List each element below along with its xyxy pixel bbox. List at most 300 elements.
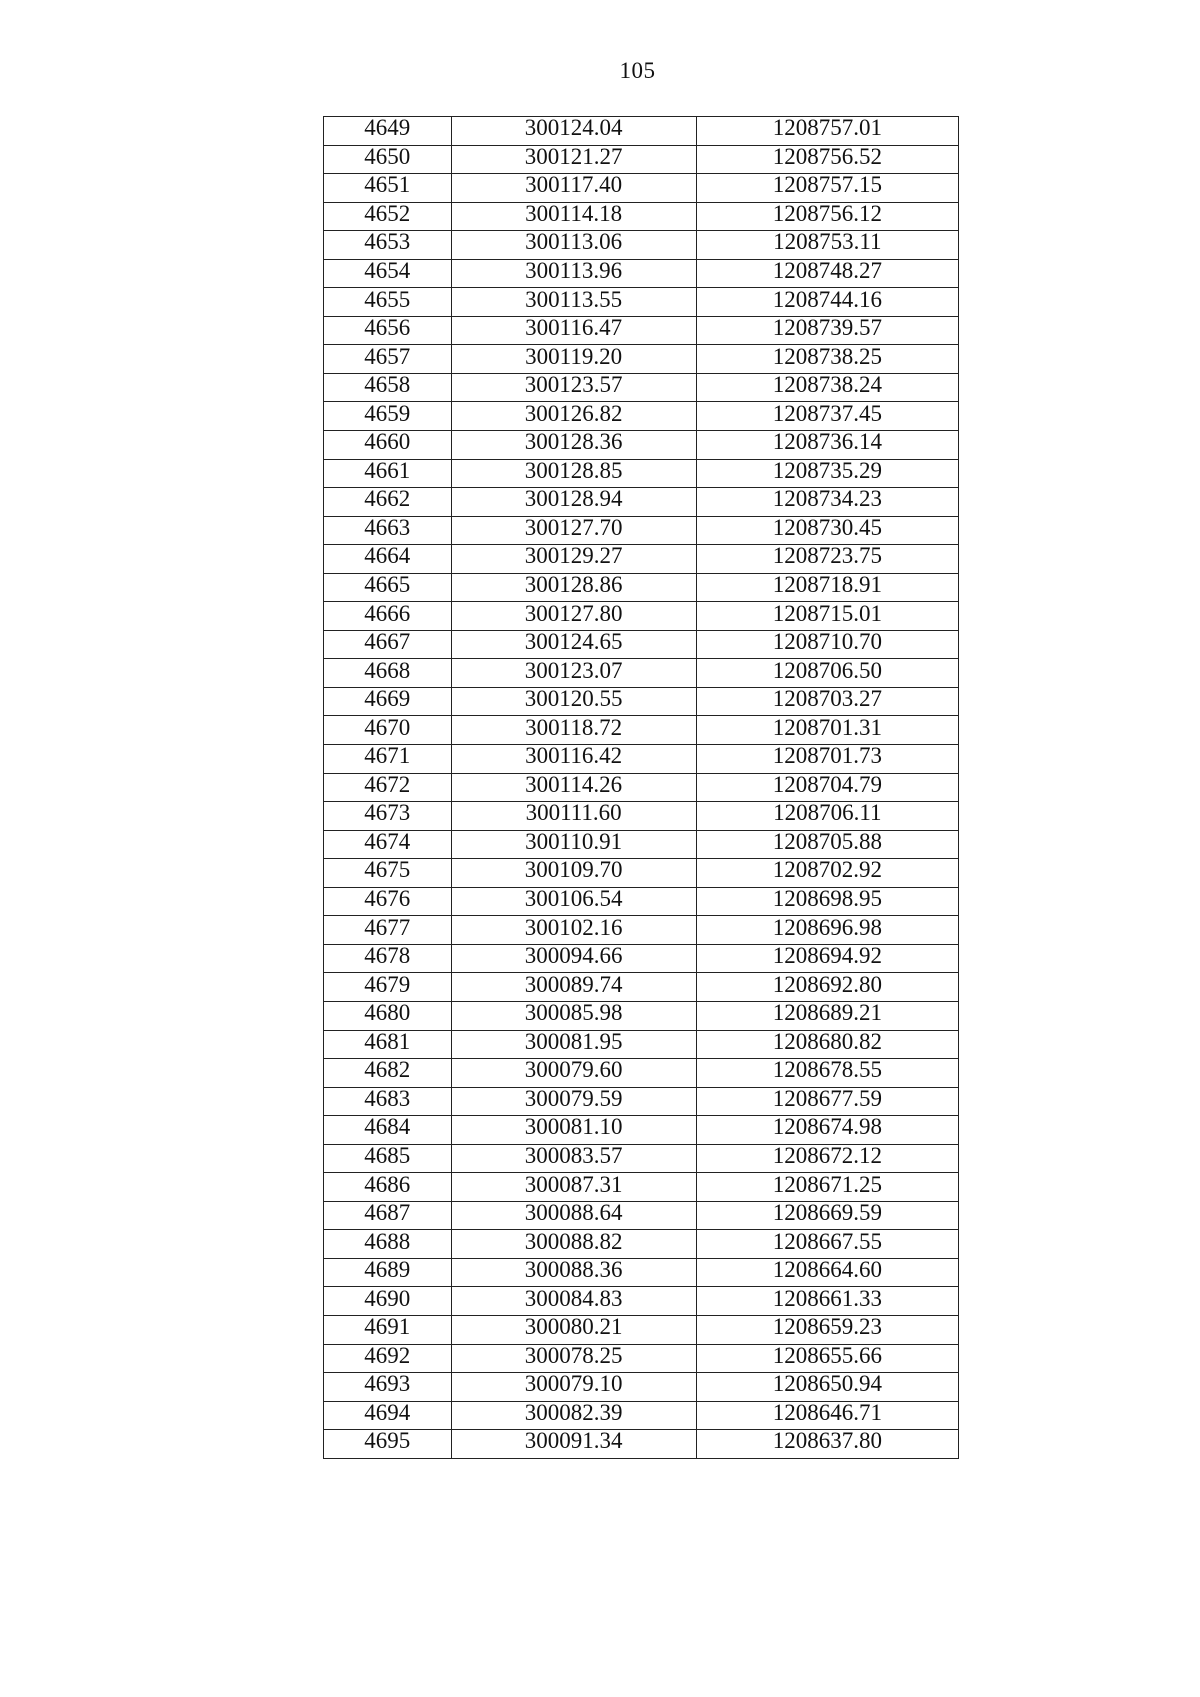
table-row xyxy=(324,202,959,231)
cell-text: 300088.36 xyxy=(524,1257,623,1283)
y-coordinate-cell xyxy=(696,1116,958,1145)
table-row xyxy=(324,488,959,517)
y-coordinate-cell xyxy=(696,1001,958,1030)
cell-text: 300128.86 xyxy=(524,572,623,598)
point-number-cell xyxy=(324,1116,452,1145)
x-coordinate-cell xyxy=(451,259,696,288)
cell-text: 300091.34 xyxy=(524,1428,623,1454)
cell-text: 4667 xyxy=(364,629,411,655)
x-coordinate-cell xyxy=(451,887,696,916)
y-coordinate-cell xyxy=(696,1401,958,1430)
x-coordinate-cell xyxy=(451,687,696,716)
y-coordinate-cell xyxy=(696,802,958,831)
point-number-cell xyxy=(324,145,452,174)
table-row xyxy=(324,859,959,888)
point-number-cell xyxy=(324,1059,452,1088)
x-coordinate-cell xyxy=(451,1087,696,1116)
cell-text: 300110.91 xyxy=(525,828,623,854)
y-coordinate-cell xyxy=(696,402,958,431)
x-coordinate-cell xyxy=(451,573,696,602)
cell-text: 4677 xyxy=(364,914,411,940)
x-coordinate-cell xyxy=(451,488,696,517)
cell-text: 1208669.59 xyxy=(772,1200,882,1226)
cell-text: 4676 xyxy=(364,886,411,912)
cell-text: 300081.95 xyxy=(524,1028,623,1054)
cell-text: 4668 xyxy=(364,657,411,683)
y-coordinate-cell xyxy=(696,630,958,659)
table-row xyxy=(324,516,959,545)
x-coordinate-cell xyxy=(451,202,696,231)
table-row xyxy=(324,1201,959,1230)
x-coordinate-cell xyxy=(451,1373,696,1402)
cell-text: 300116.47 xyxy=(525,315,623,341)
x-coordinate-cell xyxy=(451,1059,696,1088)
cell-text: 4695 xyxy=(364,1428,411,1454)
x-coordinate-cell xyxy=(451,602,696,631)
cell-text: 1208661.33 xyxy=(772,1285,882,1311)
cell-text: 1208715.01 xyxy=(772,600,882,626)
cell-text: 1208705.88 xyxy=(772,828,882,854)
point-number-cell xyxy=(324,1201,452,1230)
cell-text: 4649 xyxy=(364,115,411,141)
cell-text: 300117.40 xyxy=(525,172,623,198)
y-coordinate-cell xyxy=(696,745,958,774)
cell-text: 1208710.70 xyxy=(772,629,882,655)
x-coordinate-cell xyxy=(451,288,696,317)
cell-text: 1208744.16 xyxy=(772,286,882,312)
table-row xyxy=(324,973,959,1002)
x-coordinate-cell xyxy=(451,117,696,146)
y-coordinate-cell xyxy=(696,545,958,574)
table-row xyxy=(324,545,959,574)
x-coordinate-cell xyxy=(451,402,696,431)
cell-text: 1208671.25 xyxy=(772,1171,882,1197)
table-row xyxy=(324,830,959,859)
y-coordinate-cell xyxy=(696,516,958,545)
cell-text: 4651 xyxy=(364,172,411,198)
table-row xyxy=(324,345,959,374)
x-coordinate-cell xyxy=(451,1001,696,1030)
cell-text: 1208702.92 xyxy=(772,857,882,883)
point-number-cell xyxy=(324,1401,452,1430)
cell-text: 4687 xyxy=(364,1200,411,1226)
table-row xyxy=(324,459,959,488)
point-number-cell xyxy=(324,1173,452,1202)
point-number-cell xyxy=(324,1030,452,1059)
cell-text: 4678 xyxy=(364,943,411,969)
y-coordinate-cell xyxy=(696,488,958,517)
point-number-cell xyxy=(324,687,452,716)
y-coordinate-cell xyxy=(696,259,958,288)
cell-text: 1208706.11 xyxy=(773,800,882,826)
x-coordinate-cell xyxy=(451,459,696,488)
x-coordinate-cell xyxy=(451,1230,696,1259)
cell-text: 4662 xyxy=(364,486,411,512)
table-row xyxy=(324,1030,959,1059)
point-number-cell xyxy=(324,973,452,1002)
table-row xyxy=(324,117,959,146)
point-number-cell xyxy=(324,716,452,745)
cell-text: 4658 xyxy=(364,372,411,398)
cell-text: 1208701.73 xyxy=(772,743,882,769)
cell-text: 4653 xyxy=(364,229,411,255)
cell-text: 300102.16 xyxy=(524,914,623,940)
table-row xyxy=(324,1116,959,1145)
cell-text: 1208655.66 xyxy=(772,1342,882,1368)
table-row xyxy=(324,1059,959,1088)
cell-text: 4683 xyxy=(364,1085,411,1111)
cell-text: 300088.64 xyxy=(524,1200,623,1226)
cell-text: 300129.27 xyxy=(524,543,623,569)
y-coordinate-cell xyxy=(696,659,958,688)
point-number-cell xyxy=(324,316,452,345)
cell-text: 4690 xyxy=(364,1285,411,1311)
table-row xyxy=(324,745,959,774)
cell-text: 300113.96 xyxy=(525,258,623,283)
y-coordinate-cell xyxy=(696,944,958,973)
coordinates-table xyxy=(323,116,959,1459)
cell-text: 300088.82 xyxy=(524,1228,623,1254)
y-coordinate-cell xyxy=(696,1201,958,1230)
cell-text: 300082.39 xyxy=(524,1399,623,1425)
point-number-cell xyxy=(324,944,452,973)
cell-text: 4673 xyxy=(364,800,411,826)
cell-text: 300114.26 xyxy=(525,771,623,797)
cell-text: 1208672.12 xyxy=(772,1142,882,1168)
cell-text: 300113.55 xyxy=(525,286,623,312)
table-row xyxy=(324,288,959,317)
y-coordinate-cell xyxy=(696,1315,958,1344)
cell-text: 300089.74 xyxy=(524,971,623,997)
cell-text: 4684 xyxy=(364,1114,411,1140)
cell-text: 300123.07 xyxy=(524,657,623,683)
cell-text: 4666 xyxy=(364,600,411,626)
cell-text: 1208637.80 xyxy=(772,1428,882,1454)
table-row xyxy=(324,231,959,260)
y-coordinate-cell xyxy=(696,916,958,945)
cell-text: 300106.54 xyxy=(524,886,623,912)
y-coordinate-cell xyxy=(696,830,958,859)
x-coordinate-cell xyxy=(451,830,696,859)
cell-text: 1208659.23 xyxy=(772,1314,882,1340)
point-number-cell xyxy=(324,431,452,460)
point-number-cell xyxy=(324,916,452,945)
x-coordinate-cell xyxy=(451,973,696,1002)
cell-text: 300127.70 xyxy=(524,514,623,540)
cell-text: 300118.72 xyxy=(525,714,623,740)
table-row xyxy=(324,1258,959,1287)
y-coordinate-cell xyxy=(696,345,958,374)
table-row xyxy=(324,402,959,431)
cell-text: 4692 xyxy=(364,1342,411,1368)
cell-text: 300128.94 xyxy=(524,486,623,512)
y-coordinate-cell xyxy=(696,1087,958,1116)
y-coordinate-cell xyxy=(696,459,958,488)
cell-text: 1208737.45 xyxy=(772,400,882,426)
y-coordinate-cell xyxy=(696,1230,958,1259)
cell-text: 1208698.95 xyxy=(772,886,882,912)
point-number-cell xyxy=(324,1258,452,1287)
y-coordinate-cell xyxy=(696,773,958,802)
cell-text: 1208756.12 xyxy=(772,200,882,226)
point-number-cell xyxy=(324,773,452,802)
x-coordinate-cell xyxy=(451,859,696,888)
cell-text: 1208757.01 xyxy=(772,115,882,141)
cell-text: 300087.31 xyxy=(524,1171,623,1197)
cell-text: 300079.60 xyxy=(524,1057,623,1083)
cell-text: 300128.85 xyxy=(524,457,623,483)
point-number-cell xyxy=(324,545,452,574)
cell-text: 4663 xyxy=(364,514,411,540)
table-row xyxy=(324,1344,959,1373)
cell-text: 4661 xyxy=(364,457,411,483)
table-row xyxy=(324,1430,959,1459)
x-coordinate-cell xyxy=(451,345,696,374)
x-coordinate-cell xyxy=(451,630,696,659)
y-coordinate-cell xyxy=(696,1430,958,1459)
table-row xyxy=(324,1173,959,1202)
table-row xyxy=(324,1087,959,1116)
cell-text: 300120.55 xyxy=(524,686,623,712)
x-coordinate-cell xyxy=(451,516,696,545)
table-row xyxy=(324,944,959,973)
point-number-cell xyxy=(324,1344,452,1373)
cell-text: 300127.80 xyxy=(524,600,623,626)
cell-text: 1208701.31 xyxy=(772,714,882,740)
cell-text: 4654 xyxy=(364,258,411,283)
point-number-cell xyxy=(324,288,452,317)
x-coordinate-cell xyxy=(451,802,696,831)
cell-text: 300121.27 xyxy=(524,143,623,169)
x-coordinate-cell xyxy=(451,1116,696,1145)
point-number-cell xyxy=(324,516,452,545)
x-coordinate-cell xyxy=(451,1287,696,1316)
cell-text: 4656 xyxy=(364,315,411,341)
cell-text: 300109.70 xyxy=(524,857,623,883)
cell-text: 4664 xyxy=(364,543,411,569)
cell-text: 1208753.11 xyxy=(773,229,882,255)
cell-text: 4659 xyxy=(364,400,411,426)
x-coordinate-cell xyxy=(451,1144,696,1173)
table-row xyxy=(324,802,959,831)
cell-text: 300078.25 xyxy=(524,1342,623,1368)
y-coordinate-cell xyxy=(696,573,958,602)
cell-text: 4691 xyxy=(364,1314,411,1340)
table-row xyxy=(324,1401,959,1430)
cell-text: 4652 xyxy=(364,200,411,226)
x-coordinate-cell xyxy=(451,1201,696,1230)
x-coordinate-cell xyxy=(451,1315,696,1344)
y-coordinate-cell xyxy=(696,288,958,317)
cell-text: 1208723.75 xyxy=(772,543,882,569)
cell-text: 1208739.57 xyxy=(772,315,882,341)
cell-text: 1208678.55 xyxy=(772,1057,882,1083)
x-coordinate-cell xyxy=(451,916,696,945)
cell-text: 1208667.55 xyxy=(772,1228,882,1254)
cell-text: 1208677.59 xyxy=(772,1085,882,1111)
y-coordinate-cell xyxy=(696,1287,958,1316)
table-row xyxy=(324,916,959,945)
cell-text: 300124.65 xyxy=(524,629,623,655)
y-coordinate-cell xyxy=(696,117,958,146)
table-row xyxy=(324,1373,959,1402)
point-number-cell xyxy=(324,1001,452,1030)
cell-text: 4679 xyxy=(364,971,411,997)
cell-text: 300113.06 xyxy=(525,229,623,255)
x-coordinate-cell xyxy=(451,773,696,802)
cell-text: 1208680.82 xyxy=(772,1028,882,1054)
cell-text: 300128.36 xyxy=(524,429,623,455)
x-coordinate-cell xyxy=(451,1401,696,1430)
point-number-cell xyxy=(324,573,452,602)
page-number: 105 xyxy=(619,58,656,83)
point-number-cell xyxy=(324,745,452,774)
cell-text: 4669 xyxy=(364,686,411,712)
y-coordinate-cell xyxy=(696,373,958,402)
cell-text: 1208650.94 xyxy=(772,1371,882,1397)
cell-text: 300123.57 xyxy=(524,372,623,398)
cell-text: 1208730.45 xyxy=(772,514,882,540)
x-coordinate-cell xyxy=(451,545,696,574)
x-coordinate-cell xyxy=(451,1030,696,1059)
y-coordinate-cell xyxy=(696,145,958,174)
point-number-cell xyxy=(324,887,452,916)
y-coordinate-cell xyxy=(696,1144,958,1173)
point-number-cell xyxy=(324,802,452,831)
y-coordinate-cell xyxy=(696,1173,958,1202)
cell-text: 1208738.24 xyxy=(772,372,882,398)
cell-text: 4650 xyxy=(364,143,411,169)
cell-text: 4655 xyxy=(364,286,411,312)
x-coordinate-cell xyxy=(451,944,696,973)
cell-text: 4689 xyxy=(364,1257,411,1283)
y-coordinate-cell xyxy=(696,202,958,231)
x-coordinate-cell xyxy=(451,1258,696,1287)
cell-text: 4688 xyxy=(364,1228,411,1254)
x-coordinate-cell xyxy=(451,659,696,688)
cell-text: 1208748.27 xyxy=(772,258,882,283)
cell-text: 1208718.91 xyxy=(772,572,882,598)
x-coordinate-cell xyxy=(451,174,696,203)
cell-text: 4665 xyxy=(364,572,411,598)
cell-text: 300084.83 xyxy=(524,1285,623,1311)
x-coordinate-cell xyxy=(451,145,696,174)
x-coordinate-cell xyxy=(451,745,696,774)
point-number-cell xyxy=(324,345,452,374)
coordinates-table-body xyxy=(324,117,959,1459)
cell-text: 4681 xyxy=(364,1028,411,1054)
x-coordinate-cell xyxy=(451,373,696,402)
y-coordinate-cell xyxy=(696,887,958,916)
cell-text: 300114.18 xyxy=(525,200,623,226)
y-coordinate-cell xyxy=(696,174,958,203)
table-row xyxy=(324,174,959,203)
x-coordinate-cell xyxy=(451,1344,696,1373)
point-number-cell xyxy=(324,488,452,517)
cell-text: 1208674.98 xyxy=(772,1114,882,1140)
point-number-cell xyxy=(324,1315,452,1344)
point-number-cell xyxy=(324,202,452,231)
cell-text: 1208706.50 xyxy=(772,657,882,683)
x-coordinate-cell xyxy=(451,431,696,460)
point-number-cell xyxy=(324,1287,452,1316)
table-row xyxy=(324,1315,959,1344)
cell-text: 4682 xyxy=(364,1057,411,1083)
table-row xyxy=(324,1144,959,1173)
y-coordinate-cell xyxy=(696,431,958,460)
y-coordinate-cell xyxy=(696,1373,958,1402)
cell-text: 1208694.92 xyxy=(772,943,882,969)
y-coordinate-cell xyxy=(696,859,958,888)
point-number-cell xyxy=(324,659,452,688)
cell-text: 4694 xyxy=(364,1399,411,1425)
cell-text: 300079.59 xyxy=(524,1085,623,1111)
cell-text: 300080.21 xyxy=(524,1314,623,1340)
y-coordinate-cell xyxy=(696,602,958,631)
point-number-cell xyxy=(324,373,452,402)
cell-text: 4674 xyxy=(364,828,411,854)
table-row xyxy=(324,773,959,802)
cell-text: 4685 xyxy=(364,1142,411,1168)
point-number-cell xyxy=(324,1230,452,1259)
point-number-cell xyxy=(324,1144,452,1173)
point-number-cell xyxy=(324,402,452,431)
cell-text: 4693 xyxy=(364,1371,411,1397)
table-row xyxy=(324,573,959,602)
table-row xyxy=(324,687,959,716)
y-coordinate-cell xyxy=(696,1030,958,1059)
cell-text: 1208704.79 xyxy=(772,771,882,797)
cell-text: 4660 xyxy=(364,429,411,455)
x-coordinate-cell xyxy=(451,716,696,745)
cell-text: 300085.98 xyxy=(524,1000,623,1026)
cell-text: 4680 xyxy=(364,1000,411,1026)
y-coordinate-cell xyxy=(696,973,958,1002)
table-row xyxy=(324,630,959,659)
point-number-cell xyxy=(324,117,452,146)
table-row xyxy=(324,1001,959,1030)
table-row xyxy=(324,316,959,345)
cell-text: 300083.57 xyxy=(524,1142,623,1168)
cell-text: 4670 xyxy=(364,714,411,740)
cell-text: 300094.66 xyxy=(524,943,623,969)
x-coordinate-cell xyxy=(451,1430,696,1459)
point-number-cell xyxy=(324,630,452,659)
x-coordinate-cell xyxy=(451,231,696,260)
cell-text: 1208734.23 xyxy=(772,486,882,512)
cell-text: 1208646.71 xyxy=(772,1399,882,1425)
y-coordinate-cell xyxy=(696,1344,958,1373)
cell-text: 300081.10 xyxy=(524,1114,623,1140)
cell-text: 300124.04 xyxy=(524,115,623,141)
cell-text: 4657 xyxy=(364,343,411,369)
cell-text: 300116.42 xyxy=(525,743,623,769)
y-coordinate-cell xyxy=(696,687,958,716)
table-row xyxy=(324,716,959,745)
y-coordinate-cell xyxy=(696,1258,958,1287)
table-row xyxy=(324,259,959,288)
table-row xyxy=(324,887,959,916)
point-number-cell xyxy=(324,1087,452,1116)
y-coordinate-cell xyxy=(696,231,958,260)
y-coordinate-cell xyxy=(696,316,958,345)
y-coordinate-cell xyxy=(696,1059,958,1088)
cell-text: 1208756.52 xyxy=(772,143,882,169)
point-number-cell xyxy=(324,1373,452,1402)
cell-text: 300119.20 xyxy=(525,343,623,369)
cell-text: 4672 xyxy=(364,771,411,797)
table-row xyxy=(324,1230,959,1259)
